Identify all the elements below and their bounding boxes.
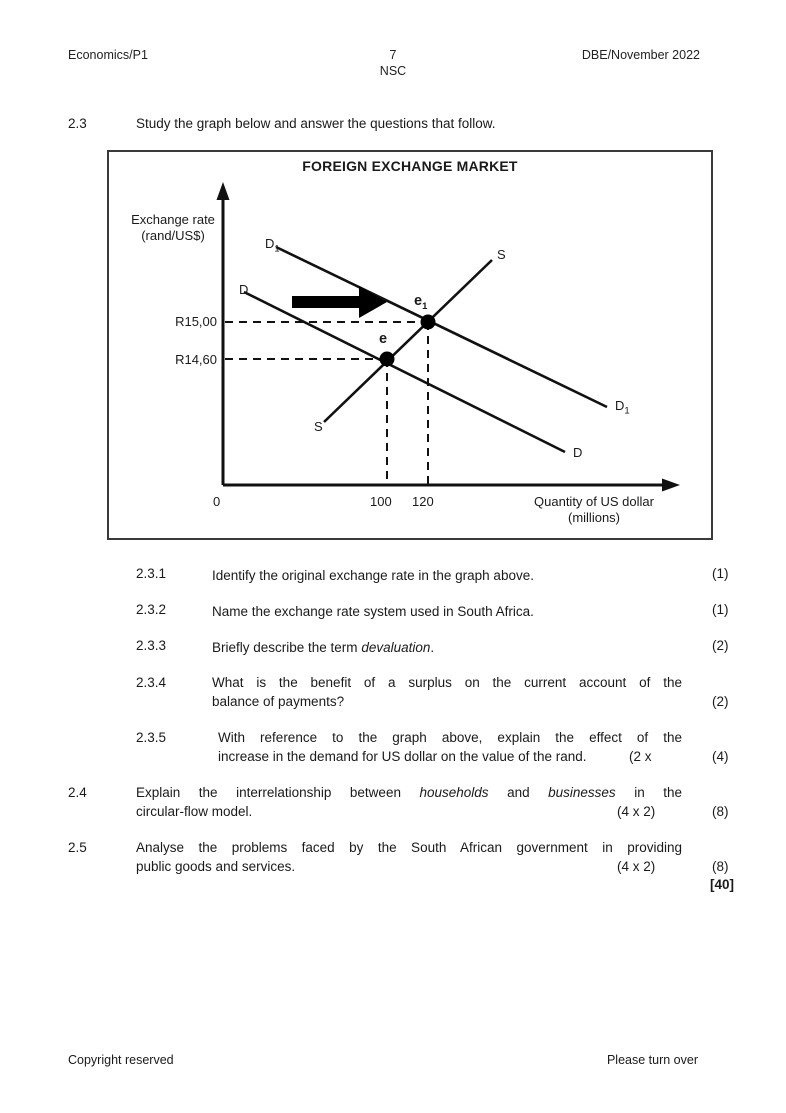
- demand-curve-D: [244, 292, 565, 452]
- q233-before: Briefly describe the term: [212, 640, 362, 655]
- x-tick-label-100: 100: [370, 494, 392, 509]
- q24-mid: and: [488, 785, 549, 800]
- header-exam-session: DBE/November 2022: [581, 48, 700, 62]
- equilibrium-label-e: e: [379, 331, 388, 347]
- question-number-2-4: 2.4: [68, 785, 87, 800]
- question-number-2-3-2: 2.3.2: [136, 602, 167, 617]
- question-calc-2-4: (4 x 2): [617, 804, 656, 819]
- question-marks-2-3-2: (1): [712, 602, 729, 617]
- curve-label-D1-left: $D_1$: [265, 236, 280, 255]
- equilibrium-label-e1: $e_1$: [414, 293, 428, 312]
- y-tick-label-15: R15,00: [175, 314, 217, 329]
- question-text-2-5-line1: Analyse the problems faced by the South African government in providing: [136, 840, 682, 855]
- x-tick-label-120: 120: [412, 494, 434, 509]
- q233-italic-term: devaluation: [361, 640, 431, 655]
- footer-turn-over: Please turn over: [606, 1053, 698, 1067]
- header-subject: Economics/P1: [68, 48, 148, 62]
- q233-after: .: [430, 640, 435, 655]
- question-marks-2-3-5: (4): [712, 749, 729, 764]
- section-total-marks: [40]: [710, 877, 735, 892]
- question-number-2-3-3: 2.3.3: [136, 638, 167, 653]
- question-text-2-3-1: Identify the original exchange rate in the graph above.: [212, 568, 534, 583]
- question-text-2-3-5-line1: With reference to the graph above, explain the effect of the: [218, 730, 682, 745]
- question-text-2-3-4-line1: What is the benefit of a surplus on the current account of the: [212, 675, 682, 690]
- x-axis-title-line1: Quantity of US dollar: [534, 494, 654, 509]
- header-exam-body: NSC: [379, 64, 407, 78]
- q24-after: in the: [615, 785, 682, 800]
- question-calc-2-3-5: (2 x: [629, 749, 652, 764]
- curve-label-D-left: D: [239, 282, 249, 297]
- equilibrium-point-e: [380, 352, 395, 367]
- question-text-2-3-4-line2: balance of payments?: [212, 694, 345, 709]
- equilibrium-point-e1: [421, 315, 436, 330]
- question-marks-2-3-1: (1): [712, 566, 729, 581]
- question-text-2-4-line1: [136, 785, 682, 800]
- q24-before: Explain the interrelationship between: [136, 785, 420, 800]
- question-number-2-3-1: 2.3.1: [136, 566, 167, 581]
- foreign-exchange-market-chart: [109, 152, 713, 540]
- supply-curve-S: [324, 260, 492, 422]
- y-tick-label-1460: R14,60: [175, 352, 217, 367]
- question-text-2-3-5-line2: increase in the demand for US dollar on the value of the rand.: [218, 749, 587, 764]
- header-page-number: 7: [389, 48, 397, 62]
- question-marks-2-3-3: (2): [712, 638, 729, 653]
- demand-curve-D1: [276, 247, 607, 407]
- x-axis: [223, 479, 680, 492]
- y-axis-title-line1: Exchange rate: [131, 212, 215, 227]
- y-axis-title-line2: (rand/US$): [141, 228, 205, 243]
- x-axis-title-line2: (millions): [568, 510, 620, 525]
- question-number-2-3-5: 2.3.5: [136, 730, 167, 745]
- figure-container: [107, 150, 713, 540]
- y-axis: [217, 182, 230, 485]
- rightward-demand-shift-arrow: [292, 286, 387, 318]
- question-text-2-3-2: Name the exchange rate system used in South Africa.: [212, 604, 534, 619]
- question-intro-text: Study the graph below and answer the questions that follow.: [136, 116, 496, 131]
- question-marks-2-5: (8): [712, 859, 729, 874]
- footer-copyright: Copyright reserved: [68, 1053, 174, 1067]
- curve-label-S-top: S: [497, 247, 506, 262]
- question-marks-2-4: (8): [712, 804, 729, 819]
- question-number-2-3: 2.3: [68, 116, 87, 131]
- question-text-2-4-line2: circular-flow model.: [136, 804, 253, 819]
- figure-title: FOREIGN EXCHANGE MARKET: [302, 158, 518, 174]
- question-number-2-5: 2.5: [68, 840, 87, 855]
- curve-label-D1-right: $D_1$: [615, 398, 630, 417]
- question-marks-2-3-4: (2): [712, 694, 729, 709]
- question-text-2-5-line2: public goods and services.: [136, 859, 296, 874]
- curve-label-D-right: D: [573, 445, 583, 460]
- q24-italic-households: households: [419, 785, 489, 800]
- question-calc-2-5: (4 x 2): [617, 859, 656, 874]
- q24-italic-businesses: businesses: [548, 785, 616, 800]
- x-origin-label: 0: [213, 494, 221, 509]
- curve-label-S-bottom: S: [314, 419, 323, 434]
- question-text-2-3-3: [212, 638, 667, 657]
- question-number-2-3-4: 2.3.4: [136, 675, 167, 690]
